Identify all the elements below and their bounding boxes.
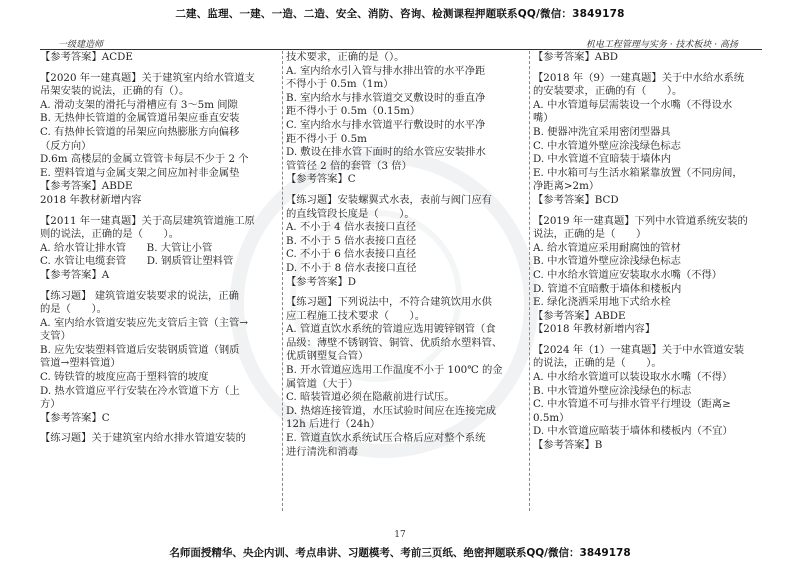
text-line: B. 便器冲洗宜采用密闭型器具 <box>533 125 671 138</box>
text-line: A. 给水管让排水管 B. 大管让小管 <box>40 241 213 254</box>
text-line: 【参考答案】BCD <box>533 193 619 206</box>
text-line: 管道→塑料管道） <box>40 357 121 370</box>
text-column-right <box>533 51 771 511</box>
blank-line <box>40 65 278 72</box>
running-head-right: 机电工程管理与实务 · 技术板块 · 高扬 <box>585 40 738 50</box>
text-line: 【参考答案】D <box>286 275 357 288</box>
text-line: （反方向） <box>40 139 92 152</box>
text-line: 【2020 年一建真题】关于建筑室内给水管道支 <box>40 71 255 84</box>
text-line: 吊架安装的说法，正确的有（）。 <box>40 85 190 98</box>
text-line: 【参考答案】ABDE <box>40 180 133 193</box>
text-line: B. 中水管道外壁应涂浅绿色的标志 <box>533 384 692 397</box>
text-line: 属管道（大于） <box>286 377 359 390</box>
text-line: D. 中水管道应暗装于墙体和楼板内（不宜） <box>533 425 733 438</box>
text-line: 【2024 年（1）一建真题】关于中水管道安装 <box>533 343 745 356</box>
text-line: 【参考答案】C <box>286 173 356 186</box>
text-line: C. 中水管道外壁应涂浅绿色标志 <box>533 139 681 152</box>
page-number: 17 <box>394 530 406 540</box>
text-line: 12h 后进行（24h） <box>286 418 381 431</box>
text-line: D. 热熔连接管道，水压试验时间应在连接完成 <box>286 404 497 417</box>
text-line: A. 管道直饮水系统的管道应选用镀锌钢管（食 <box>286 323 496 336</box>
text-line: B. 应先安装塑料管道后安装钢质管道（钢质 <box>40 343 240 356</box>
text-line: 优质钢塑复合管） <box>286 350 369 363</box>
text-column-middle <box>286 51 524 511</box>
text-line: 不得小于 0.5m（1m） <box>286 78 394 91</box>
text-line: 说法，正确的是（ ） <box>533 228 647 241</box>
text-line: 应工程施工技术要求（ ）。 <box>286 309 426 322</box>
text-line: 距不得小于 0.5m <box>286 132 367 145</box>
text-line: D. 热水管道应平行安装在冷水管道下方（上 <box>40 384 240 397</box>
text-line: A. 室内给水管道安装应先支管后主管（主管→ <box>40 316 248 329</box>
text-line: A. 不小于 4 倍水表接口直径 <box>286 221 417 234</box>
text-line: D. 管道不宜暗敷于墙体和楼板内 <box>533 282 682 295</box>
column-divider <box>529 51 530 511</box>
text-line: 【练习题】关于建筑室内给水排水管道安装的 <box>40 432 246 445</box>
text-line: 【练习题】安装螺翼式水表，表前与阀门应有 <box>286 193 492 206</box>
text-line: D. 敷设在排水管下面时的给水管应安装排水 <box>286 146 486 159</box>
column-divider <box>282 51 283 511</box>
text-line: E. 管道直饮水系统试压合格后应对整个系统 <box>286 432 486 445</box>
text-line: A. 中水管道每层需装设一个水嘴（不得设水 <box>533 98 733 111</box>
text-line: D. 中水管道不宜暗装于墙体内 <box>533 153 671 166</box>
text-line: 则的说法，正确的是（ ）。 <box>40 228 180 241</box>
text-line: 嘴） <box>533 112 554 125</box>
text-line: 【参考答案】C <box>40 411 110 424</box>
text-line: D.6m 高楼层的金属立管管卡每层不少于 2 个 <box>40 153 249 166</box>
text-line: A. 室内给水引入管与排水排出管的水平净距 <box>286 64 486 77</box>
text-line: 的直线管段长度是（ ）。 <box>286 207 415 220</box>
text-line: C. 中水给水管道应安装取水水嘴（不得） <box>533 268 723 281</box>
text-line: 管管径 2 倍的套管（3 倍） <box>286 159 412 172</box>
text-line: 品级：薄壁不锈钢管、铜管、优质给水塑料管、 <box>286 336 503 349</box>
bottom-contact-banner: 名师面授精华、央企内训、考点串讲、习题模考、考前三页纸、绝密押题联系QQ/微信：3849178 <box>169 547 631 559</box>
text-line: C. 暗装管道必须在隐蔽前进行试压。 <box>286 391 455 404</box>
text-line: B. 不小于 5 倍水表接口直径 <box>286 234 417 247</box>
blank-line <box>533 208 771 215</box>
blank-line <box>286 187 524 194</box>
text-line: 支管） <box>40 330 71 343</box>
text-line: 【参考答案】A <box>40 268 110 281</box>
running-head-left: 一级建造师 <box>58 40 104 50</box>
text-line: 【参考答案】ABD <box>533 51 619 63</box>
text-line: A. 给水管道应采用耐腐蚀的管材 <box>533 241 681 254</box>
text-line: B. 开水管道应选用工作温度不小于 100℃ 的金 <box>286 364 503 377</box>
text-line: E. 塑料管道与金属支架之间应加衬非金属垫 <box>40 166 240 179</box>
blank-line <box>533 337 771 344</box>
text-line: 【参考答案】B <box>533 439 603 452</box>
blank-line <box>533 65 771 72</box>
text-line: 【2019 年一建真题】下列中水管道系统安装的 <box>533 214 748 227</box>
text-line: 技术要求，正确的是（）。 <box>286 51 405 63</box>
blank-line <box>40 425 278 432</box>
text-line: C. 不小于 6 倍水表接口直径 <box>286 248 417 261</box>
text-line: E. 中水箱可与生活水箱紧靠放置（不同房间， <box>533 166 743 179</box>
text-line: 的说法，正确的是（ ）。 <box>533 357 662 370</box>
blank-line <box>40 208 278 215</box>
text-line: E. 绿化浇洒采用地下式给水栓 <box>533 296 671 309</box>
text-line: C. 室内给水与排水管道平行敷设时的水平净 <box>286 118 486 131</box>
text-line: 净距离>2m） <box>533 180 600 193</box>
text-line: B. 室内给水与排水管道交叉敷设时的垂直净 <box>286 91 486 104</box>
text-line: D. 不小于 8 倍水表接口直径 <box>286 261 417 274</box>
text-line: 0.5m） <box>533 411 570 424</box>
text-line: 【2011 年一建真题】关于高层建筑管道施工原 <box>40 214 255 227</box>
text-line: B. 无热伸长管道的金属管道吊架应垂直安装 <box>40 112 240 125</box>
text-line: C. 中水管道不可与排水管平行埋设（距离≥ <box>533 398 731 411</box>
text-line: 进行清洗和消毒 <box>286 445 359 458</box>
text-line: 距不得小于 0.5m（0.15m） <box>286 105 421 118</box>
text-line: 的安装要求，正确的有（ ）。 <box>533 85 683 98</box>
text-line: A. 中水给水管道可以装设取水水嘴（不得） <box>533 371 733 384</box>
text-line: 【参考答案】ABDE <box>533 309 626 322</box>
header-rule <box>40 49 762 50</box>
text-line: C. 水管让电缆套管 D. 钢质管让塑料管 <box>40 255 234 268</box>
text-column-left <box>40 51 278 511</box>
text-line: B. 中水管道外壁应涂浅绿色标志 <box>533 255 681 268</box>
text-line: A. 滑动支架的滑托与滑槽应有 3～5m 间隙 <box>40 98 238 111</box>
top-contact-banner: 二建、监理、一建、一造、二造、安全、消防、咨询、检测课程押题联系QQ/微信：3849178 <box>175 8 625 20</box>
blank-line <box>40 283 278 290</box>
text-line: 2018 年教材新增内容 <box>40 193 142 206</box>
text-line: 【参考答案】ACDE <box>40 51 133 63</box>
text-line: 方） <box>40 398 61 411</box>
text-line: 【练习题】下列说法中，不符合建筑饮用水供 <box>286 296 492 309</box>
text-line: C. 铸铁管的坡度应高于塑料管的坡度 <box>40 371 209 384</box>
text-line: 的是（ ）。 <box>40 303 107 316</box>
text-line: 【练习题】 建筑管道安装要求的说法，正确 <box>40 289 239 302</box>
text-line: 【2018 年（9）一建真题】关于中水给水系统 <box>533 71 745 84</box>
text-line: 【2018 年教材新增内容】 <box>533 323 656 336</box>
text-line: C. 有热伸长管道的吊架应向热膨胀方向偏移 <box>40 125 240 138</box>
blank-line <box>286 289 524 296</box>
